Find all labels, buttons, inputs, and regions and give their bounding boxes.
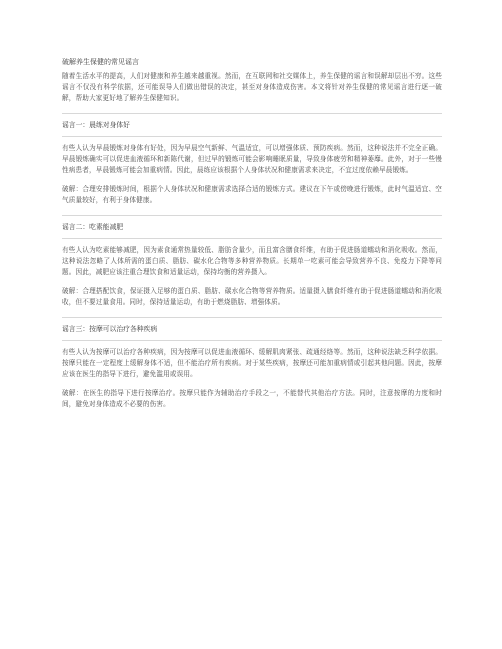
document-title: 破解养生保健的常见谣言 bbox=[62, 58, 139, 66]
spacer bbox=[62, 278, 442, 286]
spacer bbox=[62, 176, 442, 184]
intro-paragraph: 随着生活水平的提高，人们对健康和养生越来越重视。然而，在互联网和社交媒体上，养生保健的谣言和误解却层出不穷。这些谣言不仅没有科学依据，还可能误导人们做出错误的决定，甚至对身体造成伤害。本文将针对养生保健的常见谣言进行逐一破解，帮助大家更好地了解养生保健知识。 bbox=[62, 72, 442, 103]
section-heading-3: 谣言三：按摩可以治疗各种疾病 bbox=[62, 324, 158, 333]
spacer bbox=[62, 309, 442, 317]
section-3-rebuttal: 破解：在医生的指导下进行按摩治疗。按摩只能作为辅助治疗手段之一，不能替代其他治疗方法。同时，注意按摩的力度和时间，避免对身体造成不必要的伤害。 bbox=[62, 389, 442, 409]
section-1-rebuttal: 破解：合理安排锻炼时间，根据个人身体状况和健康需求选择合适的锻炼方式。建议在下午或傍晚进行锻炼，此时气温适宜、空气质量较好，有利于身体健康。 bbox=[62, 185, 442, 205]
section-3-claim: 有些人认为按摩可以治疗各种疾病，因为按摩可以促进血液循环、缓解肌肉紧张、疏通经络等。然而，这种说法缺乏科学依据。按摩只能在一定程度上缓解身体不适，但不能治疗所有疾病。对于某些疾病，按摩还可能加重病情或引起其他问题。因此，按摩应该在医生的指导下进行，避免滥用或误用。 bbox=[62, 347, 442, 379]
section-2-claim: 有些人认为吃素能够减肥，因为素食通常热量较低、脂肪含量少，而且富含膳食纤维，有助于促进肠道蠕动和消化吸收。然而，这种说法忽略了人体所需的蛋白质、脂肪、碳水化合物等多种营养物质。长期单一吃素可能会导致营养不良、免疫力下降等问题。因此，减肥应该注重合理饮食和适量运动，保持均衡的营养摄入。 bbox=[62, 245, 442, 277]
section-heading-1: 谣言一：晨练对身体好 bbox=[62, 120, 130, 129]
spacer bbox=[62, 105, 442, 113]
section-1-claim: 有些人认为早晨锻炼对身体有好处，因为早晨空气新鲜、气温适宜，可以增强体质、预防疾病。然而，这种说法并不完全正确。早晨锻炼确实可以促进血液循环和新陈代谢，但过早的锻炼可能会影响睡眠质量，导致身体疲劳和精神萎靡。此外，对于一些慢性病患者，早晨锻炼可能会加重病情。因此，晨练应该根据个人身体状况和健康需求来决定，不宜过度依赖早晨锻炼。 bbox=[62, 143, 442, 175]
spacer bbox=[62, 207, 442, 215]
spacer bbox=[62, 380, 442, 388]
section-heading-2: 谣言二：吃素能减肥 bbox=[62, 222, 124, 231]
section-2-rebuttal: 破解：合理搭配饮食，保证摄入足够的蛋白质、脂肪、碳水化合物等营养物质。适量摄入膳食纤维有助于促进肠道蠕动和消化吸收，但不要过量食用。同时，保持适量运动，有助于燃烧脂肪、增强体质。 bbox=[62, 287, 442, 307]
